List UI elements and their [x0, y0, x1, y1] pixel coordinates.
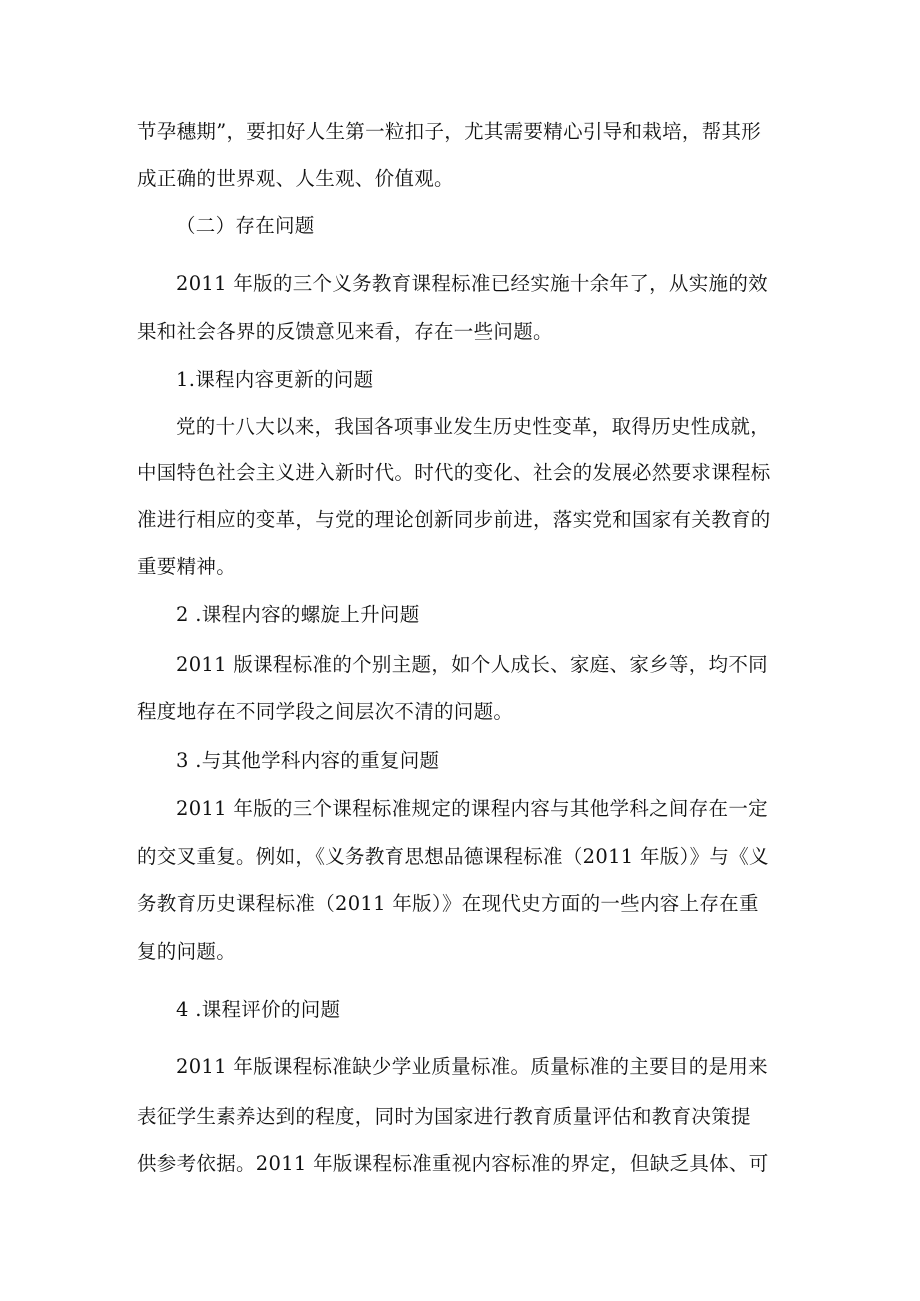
- paragraph-line: 准进行相应的变革，与党的理论创新同步前进，落实党和国家有关教育的: [137, 508, 771, 531]
- paragraph-line: 程度地存在不同学段之间层次不清的问题。: [137, 700, 514, 723]
- paragraph-line: 果和社会各界的反馈意见来看，存在一些问题。: [137, 320, 553, 343]
- paragraph-line: 成正确的世界观、人生观、价值观。: [137, 167, 454, 190]
- section-heading: （二）存在问题: [176, 214, 315, 237]
- subsection-heading: 3 .与其他学科内容的重复问题: [176, 749, 440, 772]
- paragraph-line: 中国特色社会主义进入新时代。时代的变化、社会的发展必然要求课程标: [137, 461, 771, 484]
- paragraph-line: 供参考依据。2011 年版课程标准重视内容标准的界定，但缺乏具体、可: [137, 1152, 769, 1175]
- subsection-heading: 2 .课程内容的螺旋上升问题: [176, 603, 420, 626]
- paragraph-line: 节孕穗期”，要扣好人生第一粒扣子，尤其需要精心引导和栽培，帮其形: [137, 120, 762, 143]
- paragraph-line: 务教育历史课程标准（2011 年版）》在现代史方面的一些内容上存在重: [137, 892, 759, 915]
- paragraph-line: 2011 版课程标准的个别主题，如个人成长、家庭、家乡等，均不同: [176, 653, 768, 676]
- subsection-heading: 4 .课程评价的问题: [176, 998, 341, 1021]
- paragraph-line: 重要精神。: [137, 555, 237, 578]
- paragraph-line: 2011 年版的三个课程标准规定的课程内容与其他学科之间存在一定: [176, 797, 768, 820]
- paragraph-line: 表征学生素养达到的程度，同时为国家进行教育质量评估和教育决策提: [137, 1105, 751, 1128]
- paragraph-line: 2011 年版课程标准缺少学业质量标准。质量标准的主要目的是用来: [176, 1055, 768, 1078]
- paragraph-line: 复的问题。: [137, 940, 237, 963]
- paragraph-line: 的交叉重复。例如，《义务教育思想品德课程标准（2011 年版）》与《义: [137, 845, 769, 868]
- subsection-heading: 1.课程内容更新的问题: [176, 368, 374, 391]
- paragraph-line: 党的十八大以来，我国各项事业发生历史性变革，取得历史性成就，: [176, 415, 771, 438]
- paragraph-line: 2011 年版的三个义务教育课程标准已经实施十余年了，从实施的效: [176, 272, 768, 295]
